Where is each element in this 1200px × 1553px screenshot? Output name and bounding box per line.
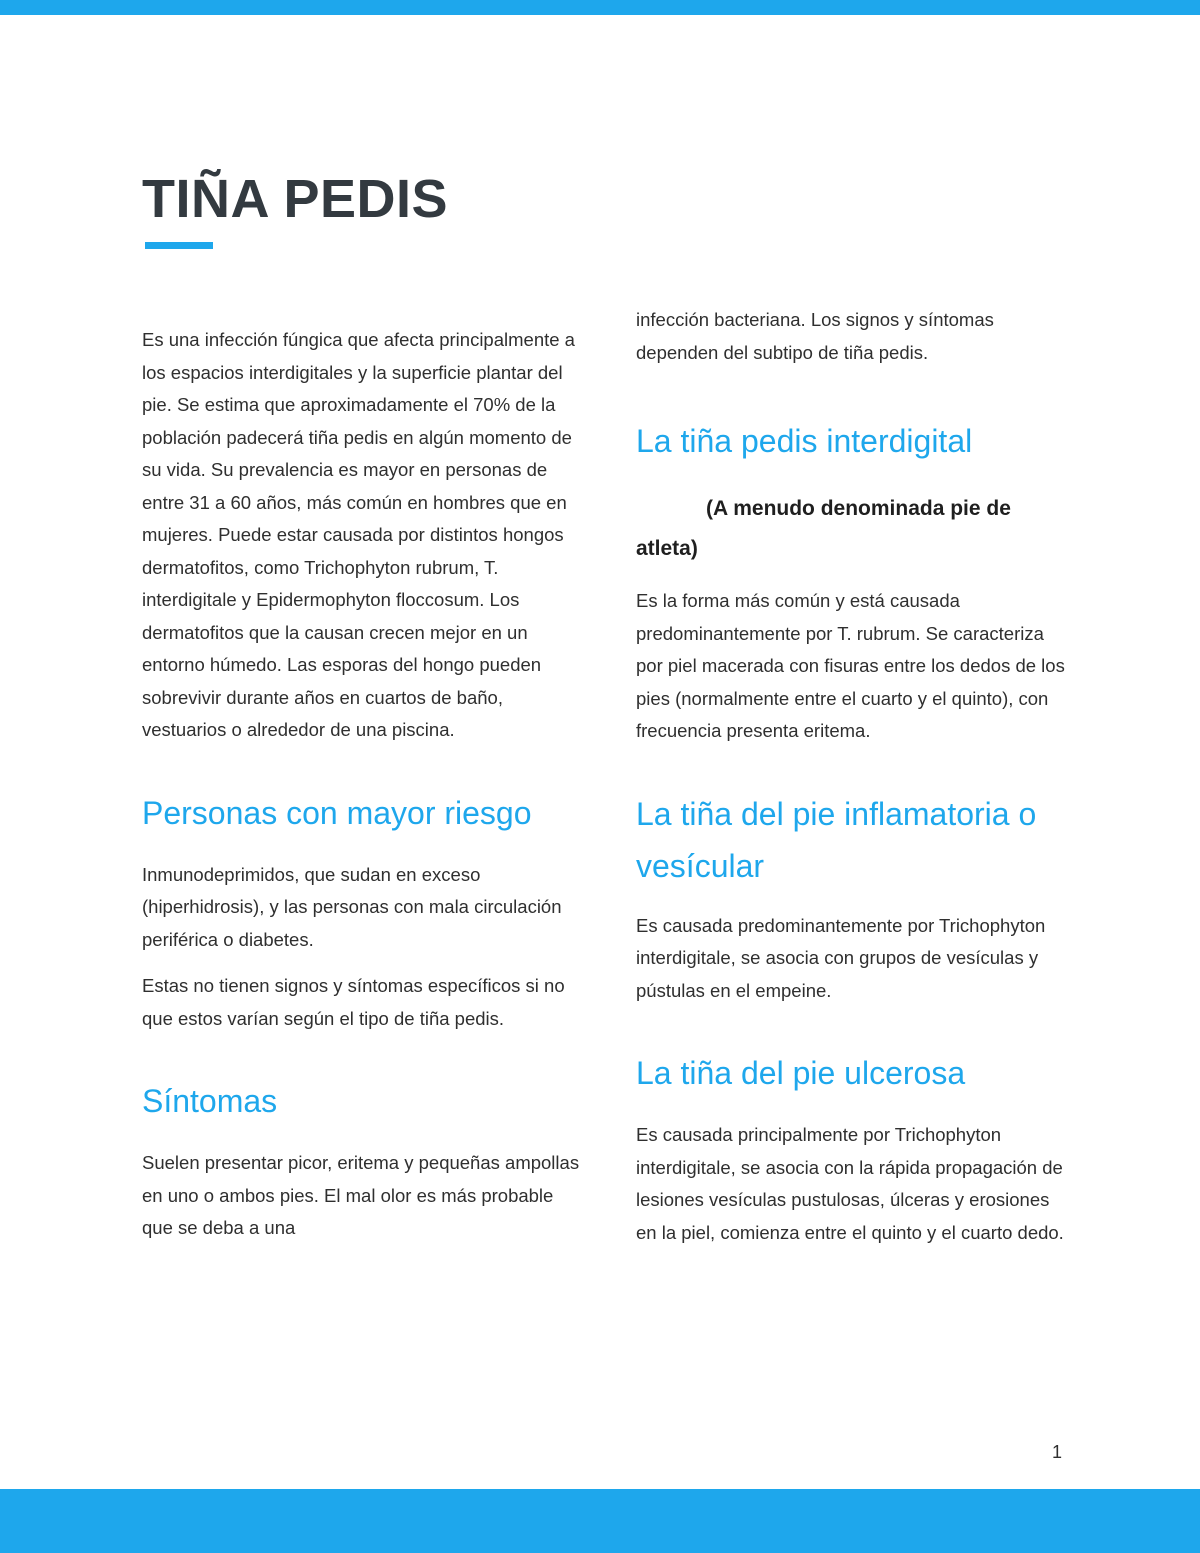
title-underline [145, 242, 213, 249]
heading-interdigital: La tiña pedis interdigital [636, 423, 973, 459]
ulcerosa-paragraph: Es causada principalmente por Trichophyton interdigitale, se asocia con la rápida propagación de lesiones vesículas pustulosas, úlceras y erosiones en la piel, comienza entre el quinto y el cuarto dedo. [636, 1124, 1064, 1243]
interdigital-paragraph: Es la forma más común y está causada predominantemente por T. rubrum. Se caracteriza por piel macerada con fisuras entre los dedos de los pies (normalmente entre el cuarto y el quinto), con frecuencia presenta eritema. [636, 590, 1065, 741]
heading-inflamatoria: La tiña del pie inflamatoria o vesícular [636, 795, 1037, 884]
top-accent-bar [0, 0, 1200, 15]
sintomas-paragraph: Suelen presentar picor, eritema y pequeñas ampollas en uno o ambos pies. El mal olor es más probable que se deba a una [142, 1152, 580, 1238]
heading-sintomas: Síntomas [142, 1083, 278, 1119]
riesgo-paragraph-1: Inmunodeprimidos, que sudan en exceso (hiperhidrosis), y las personas con mala circulación periférica o diabetes. [142, 863, 562, 950]
right-column [636, 304, 1066, 1249]
riesgo-paragraph-2: Estas no tienen signos y síntomas específicos si no que estos varían según el tipo de tiña pedis. [142, 975, 565, 1029]
interdigital-note-text: (A menudo denominada pie de atleta) [636, 497, 1011, 560]
intro-paragraph: Es una infección fúngica que afecta principalmente a los espacios interdigitales y la superficie plantar del pie. Se estima que aproximadamente el 70% de la población padecerá tiña pedis en algún momento de su vida. Su prevalencia es mayor en personas de entre 31 a 60 años, más común en hombres que en mujeres. Puede estar causada por distintos hongos dermatofitos, como Trichophyton rubrum, T. interdigitale y Epidermophyton floccosum. Los dermatofitos que la causan crecen mejor en un entorno húmedo. Las esporas del hongo pueden sobrevivir durante años en cuartos de baño, vestuarios o alrededor de una piscina. [142, 329, 575, 740]
interdigital-note [636, 489, 1066, 569]
inflamatoria-paragraph: Es causada predominantemente por Trichophyton interdigitale, se asocia con grupos de vesículas y pústulas en el empeine. [636, 914, 1046, 1001]
bottom-accent-bar [0, 1489, 1200, 1553]
heading-riesgo: Personas con mayor riesgo [142, 794, 532, 831]
heading-ulcerosa: La tiña del pie ulcerosa [636, 1055, 966, 1091]
sintomas-continuation: infección bacteriana. Los signos y síntomas dependen del subtipo de tiña pedis. [636, 309, 994, 363]
page-title: TIÑA PEDIS [142, 169, 449, 229]
left-column [142, 324, 582, 1245]
page-number: 1 [1051, 1442, 1062, 1462]
